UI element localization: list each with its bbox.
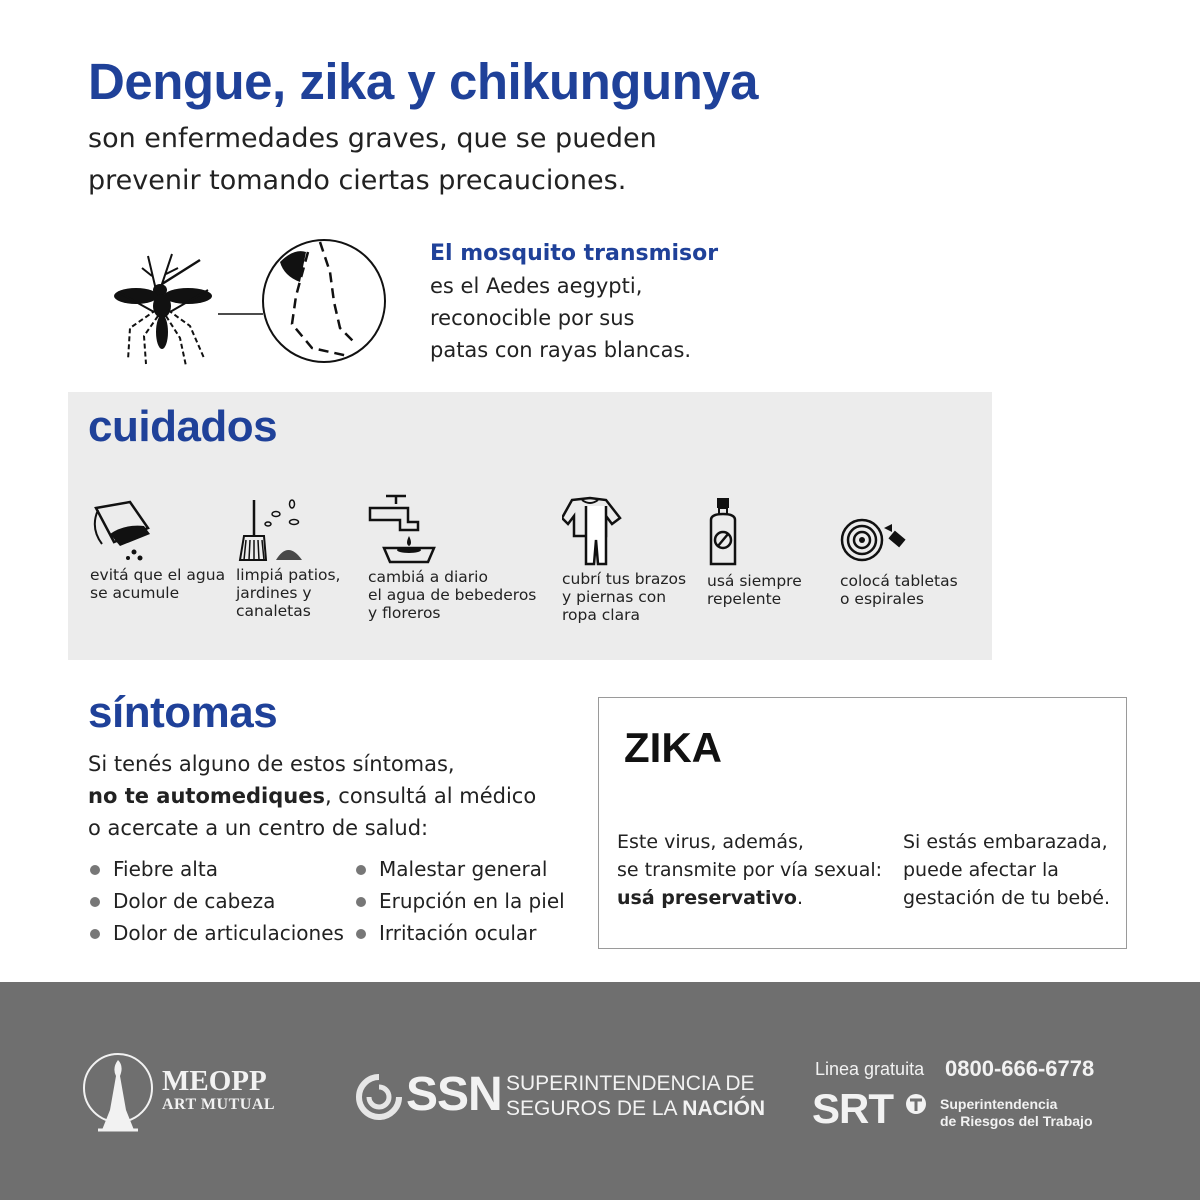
- subtitle-line: prevenir tomando ciertas precauciones.: [88, 165, 627, 196]
- ssn-line2-b: NACIÓN: [682, 1097, 766, 1120]
- srt-line1: Superintendencia: [940, 1096, 1058, 1112]
- symptoms-intro-rest: , consultá al médico: [324, 784, 537, 808]
- zika-pregnancy-note: [903, 828, 1110, 912]
- care-label-line: canaletas: [236, 602, 311, 620]
- bucket-icon: [90, 498, 160, 562]
- srt-line2: de Riesgos del Trabajo: [940, 1113, 1093, 1129]
- care-label-line: repelente: [707, 590, 782, 608]
- care-label: [840, 572, 958, 608]
- symptoms-list-left: [88, 853, 344, 949]
- mosquito-line: es el Aedes aegypti,: [430, 274, 643, 298]
- care-label-line: y piernas con: [562, 588, 667, 606]
- symptom-item: Dolor de articulaciones: [88, 917, 344, 949]
- srt-emblem-icon: [904, 1092, 928, 1116]
- symptoms-warning: no te automediques: [88, 784, 325, 808]
- mosquito-icon: [108, 232, 398, 372]
- care-label: [236, 566, 341, 620]
- symptom-item: Erupción en la piel: [354, 885, 565, 917]
- care-item-coil: [840, 516, 958, 608]
- mosquito-coil-icon: [840, 516, 914, 566]
- care-label: [707, 572, 802, 608]
- ssn-abbr: SSN: [406, 1068, 502, 1121]
- page-subtitle: [88, 118, 788, 202]
- care-label-line: cubrí tus brazos: [562, 570, 687, 588]
- symptoms-intro-line: Si tenés alguno de estos síntomas,: [88, 752, 455, 776]
- care-item-clean: [236, 498, 341, 620]
- care-label-line: usá siempre: [707, 572, 802, 590]
- footer: [0, 982, 1200, 1200]
- zika-line: Si estás embarazada,: [903, 831, 1108, 853]
- ssn-line2: [506, 1096, 765, 1121]
- subtitle-line: son enfermedades graves, que se pueden: [88, 123, 657, 154]
- zika-warning: usá preservativo: [617, 887, 797, 909]
- zika-line: puede afectar la: [903, 859, 1059, 881]
- mosquito-description: [430, 238, 718, 366]
- zika-title: ZIKA: [624, 724, 722, 771]
- srt-abbr: SRT: [812, 1085, 893, 1132]
- care-label: [90, 566, 225, 602]
- repellent-spray-icon: [707, 496, 747, 568]
- care-label-line: y floreros: [368, 604, 441, 622]
- mosquito-line: reconocible por sus: [430, 306, 635, 330]
- care-label-line: se acumule: [90, 584, 180, 602]
- broom-icon: [236, 498, 306, 562]
- care-item-repellent: [707, 496, 802, 608]
- faucet-bowl-icon: [368, 492, 438, 564]
- care-label-line: jardines y: [236, 584, 312, 602]
- zika-line: [617, 884, 882, 912]
- mosquito-line: patas con rayas blancas.: [430, 338, 692, 362]
- meopp-sub: ART MUTUAL: [162, 1096, 276, 1113]
- care-item-water-change: [368, 492, 536, 622]
- care-label: [368, 568, 536, 622]
- care-label-line: limpiá patios,: [236, 566, 341, 584]
- symptoms-title: síntomas: [88, 688, 278, 737]
- hotline-number: 0800-666-6778: [945, 1056, 1095, 1081]
- care-label-line: ropa clara: [562, 606, 640, 624]
- symptom-item: Irritación ocular: [354, 917, 565, 949]
- page-title: Dengue, zika y chikungunya: [88, 53, 758, 110]
- zika-line-end: .: [796, 887, 803, 909]
- care-section: [68, 392, 992, 660]
- care-item-water: [90, 498, 225, 602]
- care-title: cuidados: [88, 402, 278, 451]
- symptom-item: Malestar general: [354, 853, 565, 885]
- zika-line: se transmite por vía sexual:: [617, 859, 883, 881]
- symptoms-list-right: [354, 853, 565, 949]
- care-label-line: o espirales: [840, 590, 924, 608]
- clothes-icon: [562, 496, 632, 566]
- care-item-clothes: [562, 496, 686, 624]
- zika-line: Este virus, además,: [617, 831, 804, 853]
- care-label-line: colocá tabletas: [840, 572, 958, 590]
- meopp-logo-icon: [78, 1050, 158, 1134]
- care-label-line: el agua de bebederos: [368, 586, 537, 604]
- meopp-name: MEOPP: [162, 1065, 267, 1097]
- symptoms-intro-line: o acercate a un centro de salud:: [88, 816, 429, 840]
- ssn-swirl-icon: [356, 1074, 402, 1120]
- care-label-line: cambiá a diario: [368, 568, 488, 586]
- care-label: [562, 570, 686, 624]
- symptoms-intro: [88, 748, 536, 844]
- zika-box: [598, 697, 1127, 949]
- mosquito-heading: El mosquito transmisor: [430, 241, 719, 266]
- hotline-label: Linea gratuita: [815, 1059, 925, 1079]
- care-label-line: evitá que el agua: [90, 566, 226, 584]
- symptom-item: Dolor de cabeza: [88, 885, 344, 917]
- ssn-line2-a: SEGUROS DE LA: [506, 1097, 677, 1120]
- zika-transmission-note: [617, 828, 882, 912]
- ssn-line1: SUPERINTENDENCIA DE: [506, 1072, 755, 1095]
- symptoms-intro-line: [88, 780, 536, 812]
- zika-line: gestación de tu bebé.: [903, 887, 1111, 909]
- symptom-item: Fiebre alta: [88, 853, 344, 885]
